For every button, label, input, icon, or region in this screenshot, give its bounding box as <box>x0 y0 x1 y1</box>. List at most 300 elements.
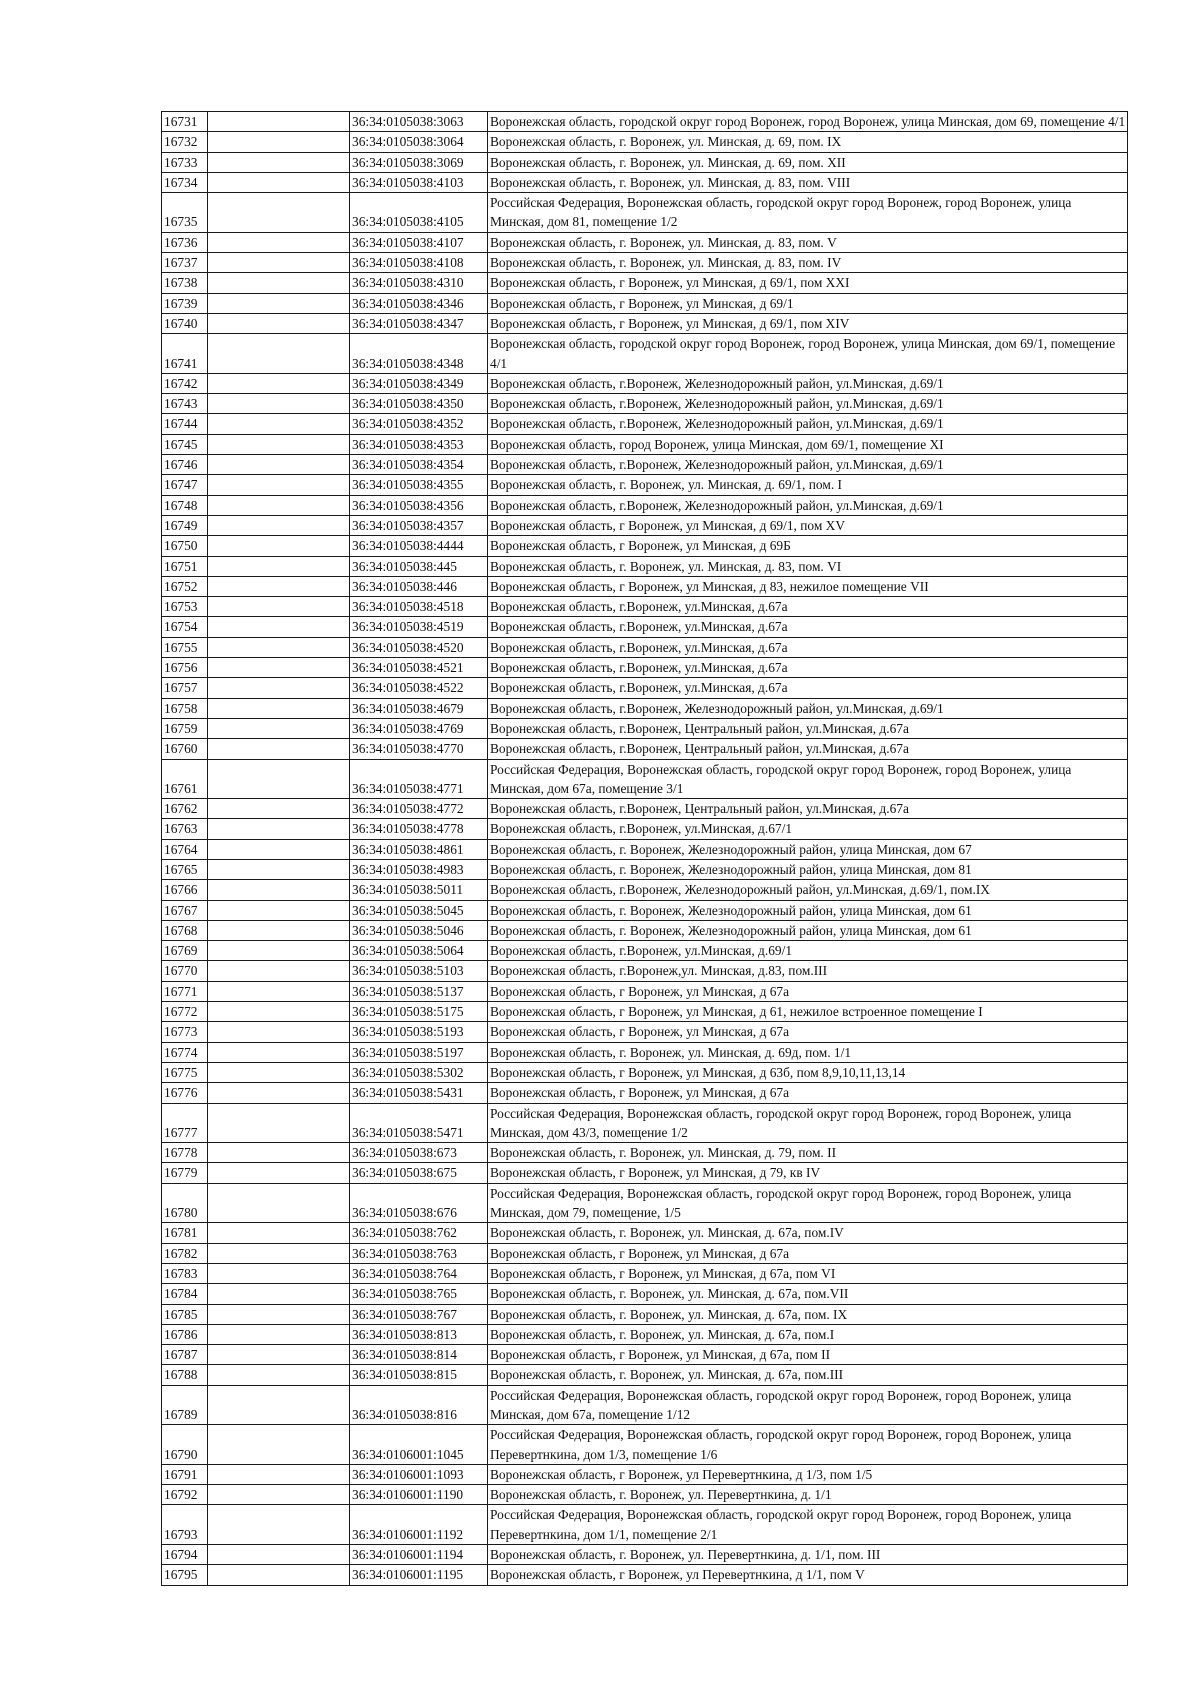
table-row <box>162 253 1128 273</box>
row-number: 16769 <box>162 941 208 961</box>
empty-cell <box>208 1485 350 1505</box>
cadastral-number: 36:34:0106001:1190 <box>350 1485 488 1505</box>
cadastral-number: 36:34:0105038:764 <box>350 1263 488 1283</box>
empty-cell <box>208 678 350 698</box>
address: Российская Федерация, Воронежская область, городской округ город Воронеж, город Воронеж, улица Перевертнкина, дом 1/1, помещение 2/1 <box>488 1505 1128 1545</box>
table-row <box>162 1002 1128 1022</box>
empty-cell <box>208 900 350 920</box>
address: Воронежская область, г Воронеж, ул Минская, д 67а, пом VI <box>488 1263 1128 1283</box>
empty-cell <box>208 455 350 475</box>
address: Воронежская область, г. Воронеж, ул. Минская, д. 83, пом. VIII <box>488 172 1128 192</box>
empty-cell <box>208 576 350 596</box>
row-number: 16792 <box>162 1485 208 1505</box>
empty-cell <box>208 193 350 233</box>
address: Воронежская область, г Воронеж, ул Минская, д 61, нежилое встроенное помещение I <box>488 1002 1128 1022</box>
address: Воронежская область, г. Воронеж, ул. Минская, д. 67а, пом.VII <box>488 1284 1128 1304</box>
cadastral-number: 36:34:0105038:4778 <box>350 819 488 839</box>
table-row <box>162 1505 1128 1545</box>
empty-cell <box>208 698 350 718</box>
cadastral-number: 36:34:0105038:4346 <box>350 293 488 313</box>
empty-cell <box>208 515 350 535</box>
cadastral-number: 36:34:0106001:1195 <box>350 1565 488 1585</box>
empty-cell <box>208 1062 350 1082</box>
table-row <box>162 394 1128 414</box>
empty-cell <box>208 1324 350 1344</box>
row-number: 16779 <box>162 1163 208 1183</box>
address: Российская Федерация, Воронежская область, городской округ город Воронеж, город Воронеж, улица Минская, дом 79, помещение, 1/5 <box>488 1183 1128 1223</box>
address: Воронежская область, г Воронеж, ул Минская, д 69/1 <box>488 293 1128 313</box>
row-number: 16776 <box>162 1083 208 1103</box>
cadastral-number: 36:34:0105038:4353 <box>350 434 488 454</box>
row-number: 16759 <box>162 718 208 738</box>
address: Воронежская область, город Воронеж, улица Минская, дом 69/1, помещение XI <box>488 434 1128 454</box>
address: Воронежская область, г.Воронеж, ул.Минская, д.69/1 <box>488 941 1128 961</box>
empty-cell <box>208 536 350 556</box>
row-number: 16754 <box>162 617 208 637</box>
table-row <box>162 172 1128 192</box>
cadastral-number: 36:34:0105038:3063 <box>350 112 488 132</box>
cadastral-number: 36:34:0105038:5011 <box>350 880 488 900</box>
empty-cell <box>208 1163 350 1183</box>
table-row <box>162 1464 1128 1484</box>
cadastral-number: 36:34:0105038:4348 <box>350 334 488 374</box>
empty-cell <box>208 1385 350 1425</box>
row-number: 16781 <box>162 1223 208 1243</box>
row-number: 16795 <box>162 1565 208 1585</box>
address: Воронежская область, г Воронеж, ул Минская, д 69Б <box>488 536 1128 556</box>
address: Воронежская область, г.Воронеж, Железнодорожный район, ул.Минская, д.69/1, пом.IX <box>488 880 1128 900</box>
address: Воронежская область, г.Воронеж, ул.Минская, д.67/1 <box>488 819 1128 839</box>
table-row <box>162 232 1128 252</box>
row-number: 16742 <box>162 373 208 393</box>
address: Воронежская область, г. Воронеж, Железнодорожный район, улица Минская, дом 81 <box>488 859 1128 879</box>
address: Воронежская область, г Воронеж, ул Перевертнкина, д 1/1, пом V <box>488 1565 1128 1585</box>
cadastral-number: 36:34:0105038:765 <box>350 1284 488 1304</box>
table-row <box>162 941 1128 961</box>
row-number: 16736 <box>162 232 208 252</box>
empty-cell <box>208 313 350 333</box>
address: Воронежская область, г. Воронеж, ул. Минская, д. 69, пом. XII <box>488 152 1128 172</box>
address: Российская Федерация, Воронежская область, городской округ город Воронеж, город Воронеж, улица Минская, дом 81, помещение 1/2 <box>488 193 1128 233</box>
cadastral-number: 36:34:0105038:4770 <box>350 739 488 759</box>
row-number: 16747 <box>162 475 208 495</box>
address: Воронежская область, г.Воронеж, Железнодорожный район, ул.Минская, д.69/1 <box>488 394 1128 414</box>
row-number: 16761 <box>162 759 208 799</box>
empty-cell <box>208 556 350 576</box>
row-number: 16767 <box>162 900 208 920</box>
empty-cell <box>208 961 350 981</box>
table-row <box>162 1385 1128 1425</box>
table-row <box>162 617 1128 637</box>
address: Воронежская область, г Воронеж, ул Минская, д 79, кв IV <box>488 1163 1128 1183</box>
empty-cell <box>208 1565 350 1585</box>
address: Воронежская область, г. Воронеж, Железнодорожный район, улица Минская, дом 61 <box>488 900 1128 920</box>
cadastral-number: 36:34:0105038:4310 <box>350 273 488 293</box>
cadastral-number: 36:34:0105038:4769 <box>350 718 488 738</box>
row-number: 16731 <box>162 112 208 132</box>
cadastral-number: 36:34:0105038:4522 <box>350 678 488 698</box>
cadastral-number: 36:34:0105038:675 <box>350 1163 488 1183</box>
cadastral-number: 36:34:0105038:767 <box>350 1304 488 1324</box>
cadastral-number: 36:34:0106001:1045 <box>350 1425 488 1465</box>
address: Воронежская область, г.Воронеж, Центральный район, ул.Минская, д.67а <box>488 718 1128 738</box>
row-number: 16734 <box>162 172 208 192</box>
address: Воронежская область, г.Воронеж, ул.Минская, д.67а <box>488 678 1128 698</box>
empty-cell <box>208 1545 350 1565</box>
table-row <box>162 961 1128 981</box>
empty-cell <box>208 1345 350 1365</box>
table-row <box>162 1304 1128 1324</box>
address: Воронежская область, г. Воронеж, ул. Минская, д. 67а, пом. IX <box>488 1304 1128 1324</box>
table-row <box>162 556 1128 576</box>
address: Воронежская область, г.Воронеж, ул.Минская, д.67а <box>488 617 1128 637</box>
table-row <box>162 718 1128 738</box>
table-row <box>162 739 1128 759</box>
table-row <box>162 1324 1128 1344</box>
address: Воронежская область, г Воронеж, ул Минская, д 67а <box>488 1083 1128 1103</box>
empty-cell <box>208 253 350 273</box>
empty-cell <box>208 1103 350 1143</box>
row-number: 16743 <box>162 394 208 414</box>
address: Воронежская область, г.Воронеж, Железнодорожный район, ул.Минская, д.69/1 <box>488 698 1128 718</box>
empty-cell <box>208 1284 350 1304</box>
address: Воронежская область, г. Воронеж, ул. Минская, д. 69/1, пом. I <box>488 475 1128 495</box>
table-row <box>162 1425 1128 1465</box>
row-number: 16746 <box>162 455 208 475</box>
table-row <box>162 1485 1128 1505</box>
table-row <box>162 1243 1128 1263</box>
empty-cell <box>208 1022 350 1042</box>
cadastral-number: 36:34:0105038:5045 <box>350 900 488 920</box>
address: Воронежская область, г. Воронеж, ул. Минская, д. 83, пом. V <box>488 232 1128 252</box>
table-row <box>162 1022 1128 1042</box>
table-row <box>162 1163 1128 1183</box>
empty-cell <box>208 1425 350 1465</box>
table-row <box>162 576 1128 596</box>
empty-cell <box>208 414 350 434</box>
row-number: 16738 <box>162 273 208 293</box>
row-number: 16733 <box>162 152 208 172</box>
empty-cell <box>208 799 350 819</box>
row-number: 16789 <box>162 1385 208 1425</box>
empty-cell <box>208 394 350 414</box>
row-number: 16766 <box>162 880 208 900</box>
empty-cell <box>208 112 350 132</box>
row-number: 16782 <box>162 1243 208 1263</box>
address: Воронежская область, г. Воронеж, ул. Перевертнкина, д. 1/1, пом. III <box>488 1545 1128 1565</box>
table-row <box>162 112 1128 132</box>
address: Воронежская область, г Воронеж, ул Минская, д 63б, пом 8,9,10,11,13,14 <box>488 1062 1128 1082</box>
address: Воронежская область, г.Воронеж, ул.Минская, д.67а <box>488 637 1128 657</box>
row-number: 16751 <box>162 556 208 576</box>
row-number: 16764 <box>162 839 208 859</box>
row-number: 16749 <box>162 515 208 535</box>
cadastral-number: 36:34:0105038:5431 <box>350 1083 488 1103</box>
empty-cell <box>208 1243 350 1263</box>
address: Российская Федерация, Воронежская область, городской округ город Воронеж, город Воронеж, улица Минская, дом 67а, помещение 1/12 <box>488 1385 1128 1425</box>
table-row <box>162 1545 1128 1565</box>
cadastral-number: 36:34:0105038:3069 <box>350 152 488 172</box>
empty-cell <box>208 920 350 940</box>
table-row <box>162 455 1128 475</box>
table-row <box>162 1365 1128 1385</box>
table-row <box>162 1263 1128 1283</box>
row-number: 16750 <box>162 536 208 556</box>
row-number: 16770 <box>162 961 208 981</box>
cadastral-number: 36:34:0105038:673 <box>350 1143 488 1163</box>
row-number: 16744 <box>162 414 208 434</box>
address: Воронежская область, г.Воронеж, ул.Минская, д.67а <box>488 658 1128 678</box>
row-number: 16772 <box>162 1002 208 1022</box>
row-number: 16748 <box>162 495 208 515</box>
cadastral-number: 36:34:0105038:445 <box>350 556 488 576</box>
table-row <box>162 1565 1128 1585</box>
table-row <box>162 1062 1128 1082</box>
row-number: 16752 <box>162 576 208 596</box>
row-number: 16758 <box>162 698 208 718</box>
table-row <box>162 759 1128 799</box>
cadastral-number: 36:34:0105038:816 <box>350 1385 488 1425</box>
table-row <box>162 293 1128 313</box>
cadastral-number: 36:34:0106001:1192 <box>350 1505 488 1545</box>
address: Воронежская область, г Воронеж, ул Минская, д 67а <box>488 1022 1128 1042</box>
address: Воронежская область, г. Воронеж, ул. Минская, д. 83, пом. IV <box>488 253 1128 273</box>
empty-cell <box>208 1183 350 1223</box>
table-row <box>162 597 1128 617</box>
cadastral-number: 36:34:0105038:4107 <box>350 232 488 252</box>
address: Воронежская область, г Воронеж, ул Перевертнкина, д 1/3, пом 1/5 <box>488 1464 1128 1484</box>
table-row <box>162 193 1128 233</box>
table-row <box>162 981 1128 1001</box>
cadastral-number: 36:34:0105038:4520 <box>350 637 488 657</box>
address: Воронежская область, г Воронеж, ул Минская, д 67а <box>488 981 1128 1001</box>
empty-cell <box>208 617 350 637</box>
cadastral-number: 36:34:0105038:4103 <box>350 172 488 192</box>
cadastral-number: 36:34:0105038:3064 <box>350 132 488 152</box>
row-number: 16794 <box>162 1545 208 1565</box>
cadastral-number: 36:34:0105038:4983 <box>350 859 488 879</box>
row-number: 16787 <box>162 1345 208 1365</box>
row-number: 16739 <box>162 293 208 313</box>
cadastral-number: 36:34:0105038:5064 <box>350 941 488 961</box>
empty-cell <box>208 152 350 172</box>
row-number: 16774 <box>162 1042 208 1062</box>
cadastral-number: 36:34:0105038:4679 <box>350 698 488 718</box>
cadastral-number: 36:34:0105038:4355 <box>350 475 488 495</box>
cadastral-number: 36:34:0105038:4519 <box>350 617 488 637</box>
cadastral-number: 36:34:0105038:4357 <box>350 515 488 535</box>
cadastral-number: 36:34:0105038:4521 <box>350 658 488 678</box>
cadastral-number: 36:34:0106001:1194 <box>350 1545 488 1565</box>
cadastral-number: 36:34:0105038:5137 <box>350 981 488 1001</box>
cadastral-number: 36:34:0105038:762 <box>350 1223 488 1243</box>
table-row <box>162 313 1128 333</box>
row-number: 16771 <box>162 981 208 1001</box>
row-number: 16741 <box>162 334 208 374</box>
empty-cell <box>208 759 350 799</box>
table-row <box>162 1345 1128 1365</box>
row-number: 16765 <box>162 859 208 879</box>
table-row <box>162 495 1128 515</box>
row-number: 16732 <box>162 132 208 152</box>
table-row <box>162 536 1128 556</box>
table-row <box>162 900 1128 920</box>
empty-cell <box>208 293 350 313</box>
cadastral-number: 36:34:0105038:4356 <box>350 495 488 515</box>
cadastral-number: 36:34:0105038:446 <box>350 576 488 596</box>
table-row <box>162 819 1128 839</box>
address: Российская Федерация, Воронежская область, городской округ город Воронеж, город Воронеж, улица Минская, дом 43/3, помещение 1/2 <box>488 1103 1128 1143</box>
table-row <box>162 637 1128 657</box>
address: Воронежская область, г. Воронеж, ул. Минская, д. 67а, пом.I <box>488 1324 1128 1344</box>
empty-cell <box>208 718 350 738</box>
row-number: 16777 <box>162 1103 208 1143</box>
cadastral-number: 36:34:0105038:4772 <box>350 799 488 819</box>
empty-cell <box>208 658 350 678</box>
cadastral-number: 36:34:0105038:5046 <box>350 920 488 940</box>
empty-cell <box>208 1002 350 1022</box>
table-row <box>162 334 1128 374</box>
empty-cell <box>208 373 350 393</box>
table-row <box>162 859 1128 879</box>
table-row <box>162 799 1128 819</box>
table-row <box>162 698 1128 718</box>
table-row <box>162 880 1128 900</box>
empty-cell <box>208 495 350 515</box>
empty-cell <box>208 941 350 961</box>
empty-cell <box>208 1263 350 1283</box>
empty-cell <box>208 1083 350 1103</box>
row-number: 16740 <box>162 313 208 333</box>
empty-cell <box>208 839 350 859</box>
empty-cell <box>208 1304 350 1324</box>
address: Воронежская область, городской округ город Воронеж, город Воронеж, улица Минская, дом 69, помещение 4/1 <box>488 112 1128 132</box>
property-table-body <box>162 112 1128 1586</box>
row-number: 16735 <box>162 193 208 233</box>
empty-cell <box>208 1143 350 1163</box>
address: Воронежская область, г. Воронеж, ул. Перевертнкина, д. 1/1 <box>488 1485 1128 1505</box>
cadastral-number: 36:34:0106001:1093 <box>350 1464 488 1484</box>
address: Воронежская область, городской округ город Воронеж, город Воронеж, улица Минская, дом 69/1, помещение 4/1 <box>488 334 1128 374</box>
table-row <box>162 1083 1128 1103</box>
cadastral-number: 36:34:0105038:4354 <box>350 455 488 475</box>
table-row <box>162 515 1128 535</box>
table-row <box>162 434 1128 454</box>
table-row <box>162 839 1128 859</box>
row-number: 16783 <box>162 1263 208 1283</box>
cadastral-number: 36:34:0105038:4350 <box>350 394 488 414</box>
row-number: 16784 <box>162 1284 208 1304</box>
empty-cell <box>208 172 350 192</box>
row-number: 16785 <box>162 1304 208 1324</box>
address: Воронежская область, г.Воронеж, Железнодорожный район, ул.Минская, д.69/1 <box>488 373 1128 393</box>
row-number: 16760 <box>162 739 208 759</box>
address: Воронежская область, г. Воронеж, ул. Минская, д. 69, пом. IX <box>488 132 1128 152</box>
row-number: 16793 <box>162 1505 208 1545</box>
table-row <box>162 1223 1128 1243</box>
cadastral-number: 36:34:0105038:4352 <box>350 414 488 434</box>
empty-cell <box>208 597 350 617</box>
row-number: 16791 <box>162 1464 208 1484</box>
table-row <box>162 658 1128 678</box>
row-number: 16737 <box>162 253 208 273</box>
empty-cell <box>208 232 350 252</box>
empty-cell <box>208 273 350 293</box>
empty-cell <box>208 1042 350 1062</box>
address: Воронежская область, г.Воронеж, Железнодорожный район, ул.Минская, д.69/1 <box>488 455 1128 475</box>
row-number: 16768 <box>162 920 208 940</box>
address: Воронежская область, г. Воронеж, ул. Минская, д. 67а, пом.IV <box>488 1223 1128 1243</box>
table-row <box>162 920 1128 940</box>
address: Воронежская область, г.Воронеж, Центральный район, ул.Минская, д.67а <box>488 799 1128 819</box>
cadastral-number: 36:34:0105038:5193 <box>350 1022 488 1042</box>
cadastral-number: 36:34:0105038:4771 <box>350 759 488 799</box>
empty-cell <box>208 132 350 152</box>
address: Воронежская область, г. Воронеж, Железнодорожный район, улица Минская, дом 67 <box>488 839 1128 859</box>
address: Воронежская область, г.Воронеж, Железнодорожный район, ул.Минская, д.69/1 <box>488 414 1128 434</box>
cadastral-number: 36:34:0105038:814 <box>350 1345 488 1365</box>
row-number: 16757 <box>162 678 208 698</box>
row-number: 16780 <box>162 1183 208 1223</box>
row-number: 16745 <box>162 434 208 454</box>
row-number: 16788 <box>162 1365 208 1385</box>
cadastral-number: 36:34:0105038:4347 <box>350 313 488 333</box>
empty-cell <box>208 739 350 759</box>
empty-cell <box>208 981 350 1001</box>
empty-cell <box>208 1505 350 1545</box>
row-number: 16778 <box>162 1143 208 1163</box>
empty-cell <box>208 1464 350 1484</box>
table-row <box>162 1042 1128 1062</box>
table-row <box>162 152 1128 172</box>
empty-cell <box>208 334 350 374</box>
empty-cell <box>208 1365 350 1385</box>
empty-cell <box>208 819 350 839</box>
table-row <box>162 273 1128 293</box>
empty-cell <box>208 434 350 454</box>
table-row <box>162 1284 1128 1304</box>
address: Воронежская область, г. Воронеж, ул. Минская, д. 83, пом. VI <box>488 556 1128 576</box>
row-number: 16755 <box>162 637 208 657</box>
table-row <box>162 678 1128 698</box>
table-row <box>162 1143 1128 1163</box>
address: Воронежская область, г. Воронеж, ул. Минская, д. 69д, пом. 1/1 <box>488 1042 1128 1062</box>
cadastral-number: 36:34:0105038:4444 <box>350 536 488 556</box>
cadastral-number: 36:34:0105038:5197 <box>350 1042 488 1062</box>
table-row <box>162 475 1128 495</box>
cadastral-number: 36:34:0105038:4518 <box>350 597 488 617</box>
cadastral-number: 36:34:0105038:5103 <box>350 961 488 981</box>
address: Воронежская область, г.Воронеж, Железнодорожный район, ул.Минская, д.69/1 <box>488 495 1128 515</box>
address: Российская Федерация, Воронежская область, городской округ город Воронеж, город Воронеж, улица Минская, дом 67а, помещение 3/1 <box>488 759 1128 799</box>
address: Воронежская область, г Воронеж, ул Минская, д 69/1, пом XV <box>488 515 1128 535</box>
row-number: 16786 <box>162 1324 208 1344</box>
address: Российская Федерация, Воронежская область, городской округ город Воронеж, город Воронеж, улица Перевертнкина, дом 1/3, помещение 1/6 <box>488 1425 1128 1465</box>
row-number: 16762 <box>162 799 208 819</box>
address: Воронежская область, г. Воронеж, ул. Минская, д. 79, пом. II <box>488 1143 1128 1163</box>
cadastral-number: 36:34:0105038:5302 <box>350 1062 488 1082</box>
row-number: 16775 <box>162 1062 208 1082</box>
address: Воронежская область, г.Воронеж, ул.Минская, д.67а <box>488 597 1128 617</box>
empty-cell <box>208 1223 350 1243</box>
table-row <box>162 373 1128 393</box>
cadastral-number: 36:34:0105038:4861 <box>350 839 488 859</box>
cadastral-number: 36:34:0105038:4105 <box>350 193 488 233</box>
table-row <box>162 414 1128 434</box>
cadastral-number: 36:34:0105038:5175 <box>350 1002 488 1022</box>
row-number: 16763 <box>162 819 208 839</box>
empty-cell <box>208 880 350 900</box>
